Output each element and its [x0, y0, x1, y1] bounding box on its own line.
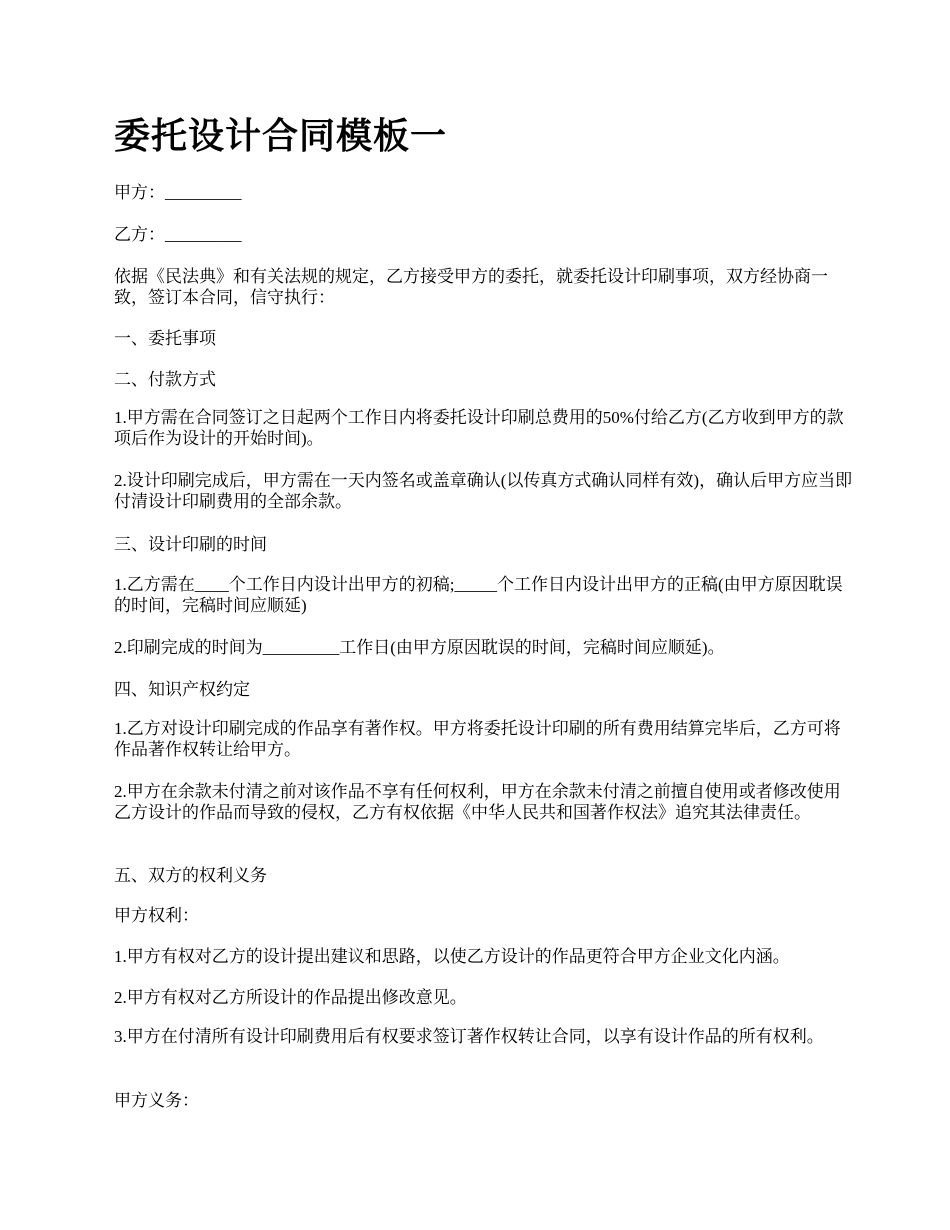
ip-clause-2: 2.甲方在余款未付清之前对该作品不享有任何权利，甲方在余款未付清之前擅自使用或者修改使用乙方设计的作品而导致的侵权，乙方有权依据《中华人民共和国著作权法》追究其法律责任。	[114, 782, 841, 822]
document-title: 委托设计合同模板一	[114, 116, 448, 157]
section-heading-payment: 二、付款方式	[114, 370, 216, 389]
party-a-rights-heading: 甲方权利：	[114, 906, 199, 925]
party-a-right-3: 3.甲方在付清所有设计印刷费用后有权要求签订著作权转让合同，以享有设计作品的所有权利。	[114, 1027, 824, 1046]
party-a-right-1: 1.甲方有权对乙方的设计提出建议和思路，以使乙方设计的作品更符合甲方企业文化内涵。	[114, 947, 790, 966]
ip-clause-1: 1.乙方对设计印刷完成的作品享有著作权。甲方将委托设计印刷的所有费用结算完毕后，乙方可将作品著作权转让给甲方。	[114, 719, 841, 759]
party-b-line: 乙方：_________	[114, 225, 242, 244]
schedule-clause-2: 2.印刷完成的时间为_________工作日(由甲方原因耽误的时间，完稿时间应顺延)。	[114, 638, 725, 657]
payment-clause-2: 2.设计印刷完成后，甲方需在一天内签名或盖章确认(以传真方式确认同样有效)，确认后甲方应当即付清设计印刷费用的全部余款。	[114, 471, 853, 511]
section-heading-entrusted-matters: 一、委托事项	[114, 329, 216, 348]
preamble-paragraph: 依据《民法典》和有关法规的规定，乙方接受甲方的委托，就委托设计印刷事项，双方经协商一致，签订本合同，信守执行：	[114, 267, 828, 307]
schedule-clause-1: 1.乙方需在____个工作日内设计出甲方的初稿;_____个工作日内设计出甲方的正稿(由甲方原因耽误的时间，完稿时间应顺延)	[114, 575, 843, 615]
section-heading-rights-obligations: 五、双方的权利义务	[114, 866, 267, 885]
party-a-right-2: 2.甲方有权对乙方所设计的作品提出修改意见。	[114, 988, 467, 1007]
section-heading-schedule: 三、设计印刷的时间	[114, 535, 267, 554]
party-a-obligations-heading: 甲方义务：	[114, 1091, 199, 1110]
section-heading-ip: 四、知识产权约定	[114, 680, 250, 699]
party-a-line: 甲方：_________	[114, 183, 242, 202]
payment-clause-1: 1.甲方需在合同签订之日起两个工作日内将委托设计印刷总费用的50%付给乙方(乙方收到甲方的款项后作为设计的开始时间)。	[114, 408, 844, 448]
